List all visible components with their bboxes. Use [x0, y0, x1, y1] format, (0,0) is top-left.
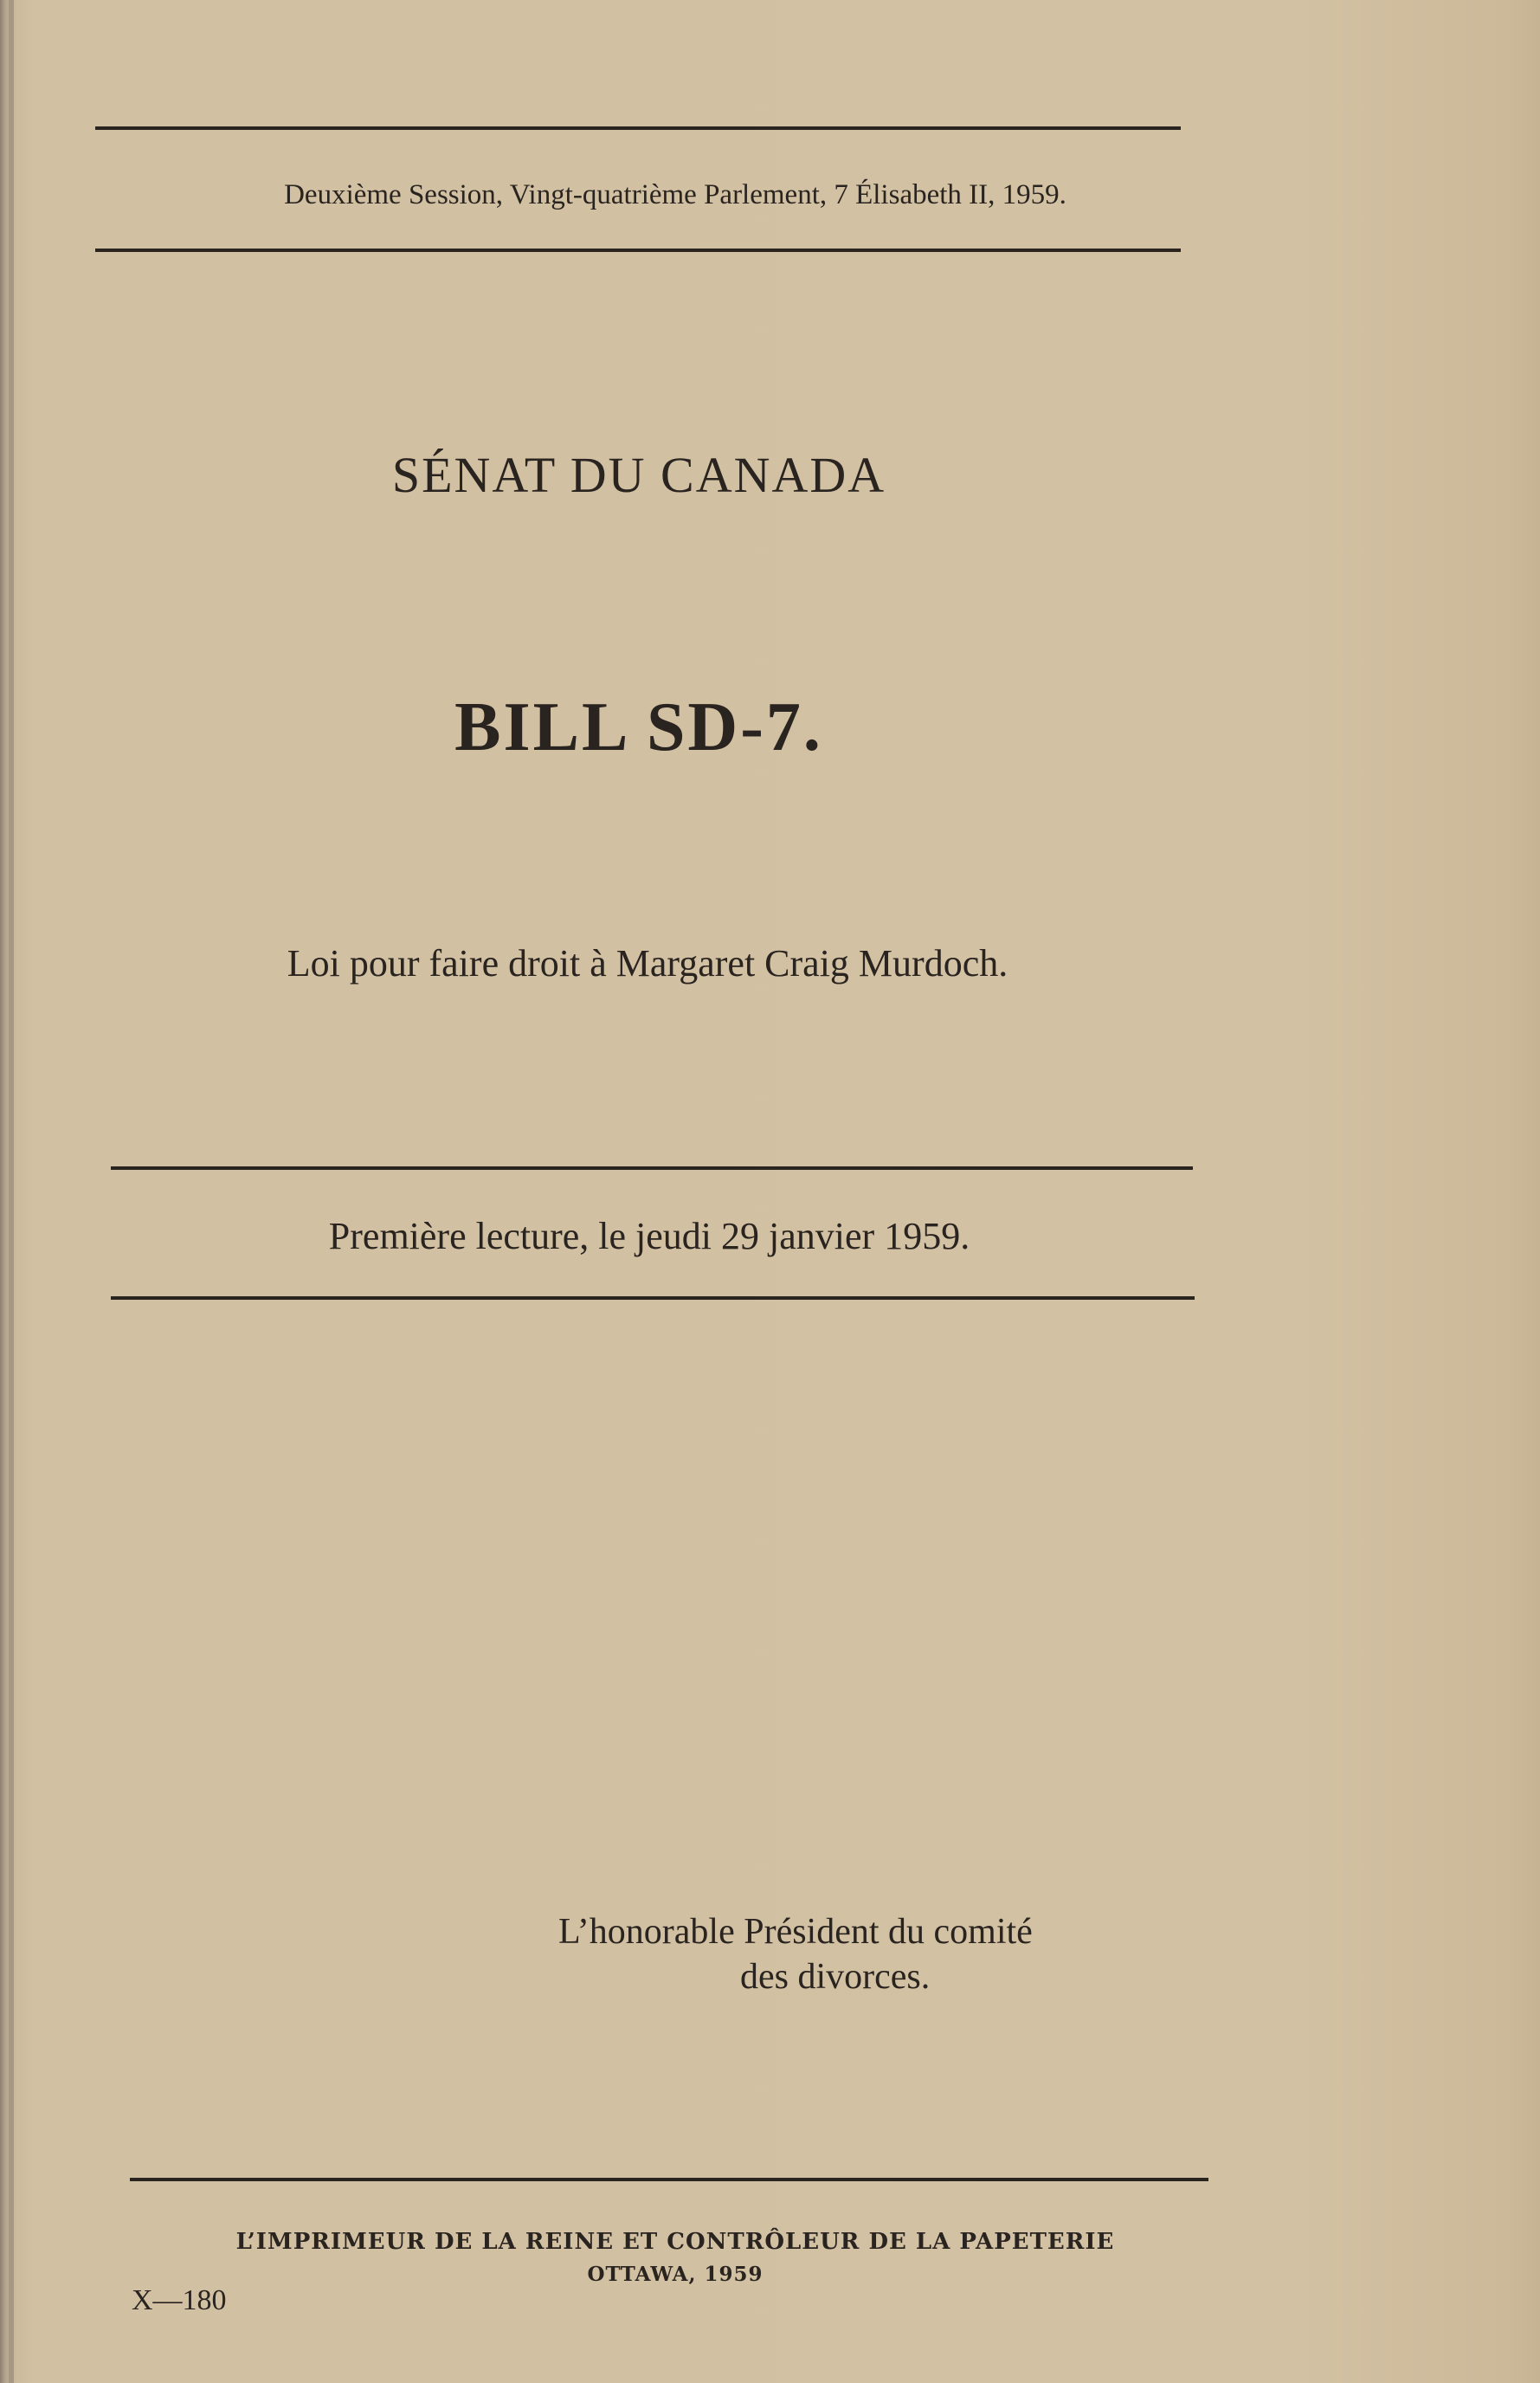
session-header: Deuxième Session, Vingt-quatrième Parlement, 7 Élisabeth II, 1959.: [284, 179, 1066, 210]
sponsor-line-1: L’honorable Président du comité: [558, 1912, 1033, 1952]
binding-edge: [9, 0, 14, 2383]
header-top-rule: [95, 126, 1181, 130]
printer-imprint: L’IMPRIMEUR DE LA REINE ET CONTRÔLEUR DE LA PAPETERIE: [235, 2229, 1115, 2255]
header-bottom-rule: [95, 249, 1181, 252]
reading-top-rule: [111, 1166, 1193, 1170]
printer-location: OTTAWA, 1959: [587, 2263, 764, 2286]
bill-title: Loi pour faire droit à Margaret Craig Murdoch.: [287, 942, 1008, 985]
footer-rule: [130, 2178, 1208, 2181]
first-reading: Première lecture, le jeudi 29 janvier 1959.: [328, 1215, 970, 1257]
sponsor-line-2: des divorces.: [740, 1957, 931, 1997]
reading-bottom-rule: [111, 1296, 1195, 1300]
chamber-title: SÉNAT DU CANADA: [391, 447, 886, 503]
bill-number: BILL SD-7.: [454, 689, 823, 765]
document-number: X—180: [132, 2284, 227, 2316]
